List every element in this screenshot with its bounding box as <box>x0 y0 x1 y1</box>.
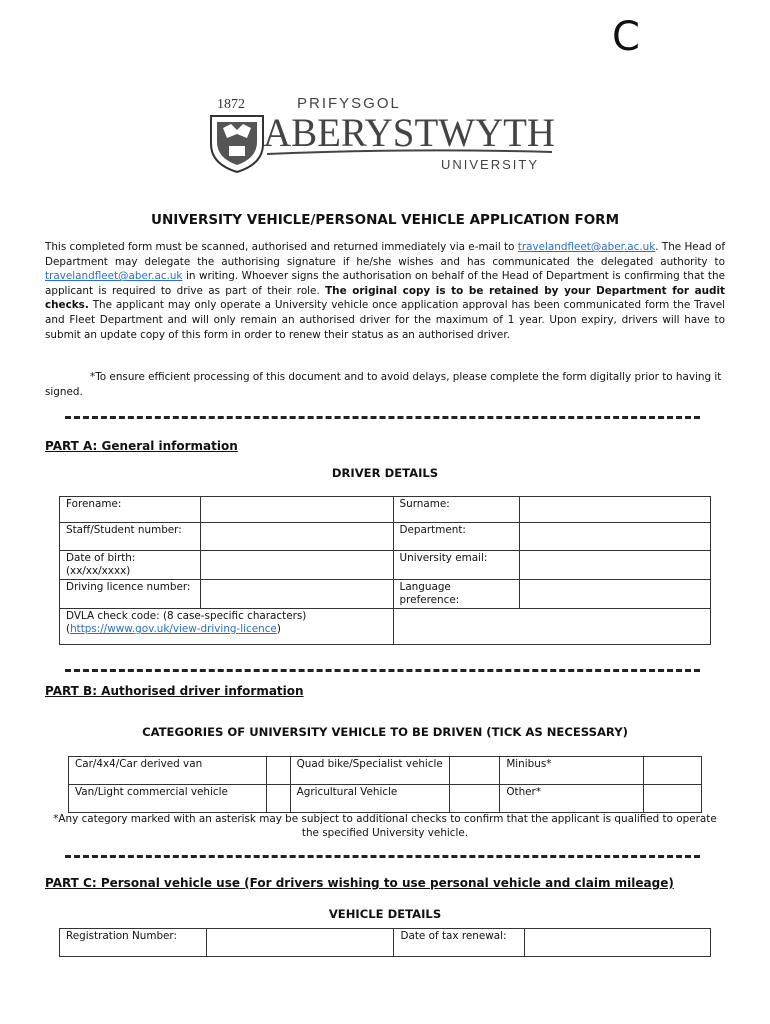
quad-label: Quad bike/Specialist vehicle <box>290 757 450 785</box>
licence-label: Driving licence number: <box>60 580 201 609</box>
university-email-input[interactable] <box>520 551 711 580</box>
digital-completion-note: *To ensure efficient processing of this document and to avoid delays, please complete the form digitally prior to having it signed. <box>45 371 722 398</box>
dob-label: Date of birth: (xx/xx/xxxx) <box>60 551 201 580</box>
tax-renewal-label: Date of tax renewal: <box>394 929 525 957</box>
licence-input[interactable] <box>200 580 393 609</box>
language-input[interactable] <box>520 580 711 609</box>
part-a-heading: PART A: General information <box>45 439 238 453</box>
logo-year: 1872 <box>217 97 245 112</box>
driver-details-heading: DRIVER DETAILS <box>331 466 439 480</box>
part-c-heading: PART C: Personal vehicle use (For drivers wishing to use personal vehicle and claim mileage) <box>45 876 674 890</box>
vehicle-details-heading: VEHICLE DETAILS <box>328 907 442 921</box>
dvla-label: DVLA check code: (8 case-specific characters) (https://www.gov.uk/view-driving-licence) <box>60 609 394 645</box>
other-label: Other* <box>500 785 644 813</box>
corner-mark: C <box>612 14 640 60</box>
forename-label: Forename: <box>60 497 201 523</box>
agricultural-label: Agricultural Vehicle <box>290 785 450 813</box>
logo-line3: UNIVERSITY <box>441 157 540 172</box>
dvla-link[interactable]: https://www.gov.uk/view-driving-licence <box>70 623 277 635</box>
vehicle-categories-table <box>68 756 702 813</box>
car-checkbox[interactable] <box>266 757 290 785</box>
tax-renewal-input[interactable] <box>525 929 711 957</box>
department-input[interactable] <box>520 523 711 551</box>
quad-checkbox[interactable] <box>450 757 500 785</box>
vehicle-categories-heading: CATEGORIES OF UNIVERSITY VEHICLE TO BE DRIVEN (TICK AS NECESSARY) <box>142 725 628 739</box>
minibus-checkbox[interactable] <box>644 757 702 785</box>
surname-input[interactable] <box>520 497 711 523</box>
other-checkbox[interactable] <box>644 785 702 813</box>
forename-input[interactable] <box>200 497 393 523</box>
part-b-heading: PART B: Authorised driver information <box>45 684 304 698</box>
language-label: Language preference: <box>393 580 520 609</box>
fleet-email-link-2[interactable]: travelandfleet@aber.ac.uk <box>45 270 183 283</box>
staff-number-input[interactable] <box>200 523 393 551</box>
van-checkbox[interactable] <box>266 785 290 813</box>
surname-label: Surname: <box>393 497 520 523</box>
vehicle-details-table <box>59 928 711 957</box>
agricultural-checkbox[interactable] <box>450 785 500 813</box>
department-label: Department: <box>393 523 520 551</box>
minibus-label: Minibus* <box>500 757 644 785</box>
driver-details-table <box>59 496 711 645</box>
staff-number-label: Staff/Student number: <box>60 523 201 551</box>
logo-line2: ABERYSTWYTH <box>263 110 555 155</box>
car-label: Car/4x4/Car derived van <box>69 757 267 785</box>
logo-line1: PRIFYSGOL <box>297 95 401 112</box>
crest-icon <box>211 116 263 172</box>
registration-input[interactable] <box>206 929 394 957</box>
divider <box>65 669 700 672</box>
university-logo <box>207 94 562 174</box>
fleet-email-link[interactable]: travelandfleet@aber.ac.uk <box>517 241 656 253</box>
dvla-input[interactable] <box>393 609 710 645</box>
form-title: UNIVERSITY VEHICLE/PERSONAL VEHICLE APPLICATION FORM <box>150 212 620 228</box>
van-label: Van/Light commercial vehicle <box>69 785 267 813</box>
category-footnote: *Any category marked with an asterisk may be subject to additional checks to confirm that the applicant is qualified to operate the specified University vehicle. <box>53 813 717 839</box>
divider <box>65 855 700 858</box>
registration-label: Registration Number: <box>60 929 207 957</box>
intro-paragraph: This completed form must be scanned, authorised and returned immediately via e-mail to travelandfleet@aber.ac.uk. The Head of Department may delegate the authorising signature if he/she wishes and has communicated the delegated authority to travelandfleet@aber.ac.uk in writing. Whoever signs the authorisation on behalf of the Head of Department is confirming that the applicant is required to drive as part of their role. The original copy is to be retained by your Department for audit checks. The applicant may only operate a University vehicle once application approval has been communicated form the Travel and Fleet Department and will only remain an authorised driver for the maximum of 1 year. Upon expiry, drivers will have to submit an update copy of this form in order to renew their status as an authorised driver. <box>45 241 726 341</box>
divider <box>65 416 700 419</box>
university-email-label: University email: <box>393 551 520 580</box>
dob-input[interactable] <box>200 551 393 580</box>
